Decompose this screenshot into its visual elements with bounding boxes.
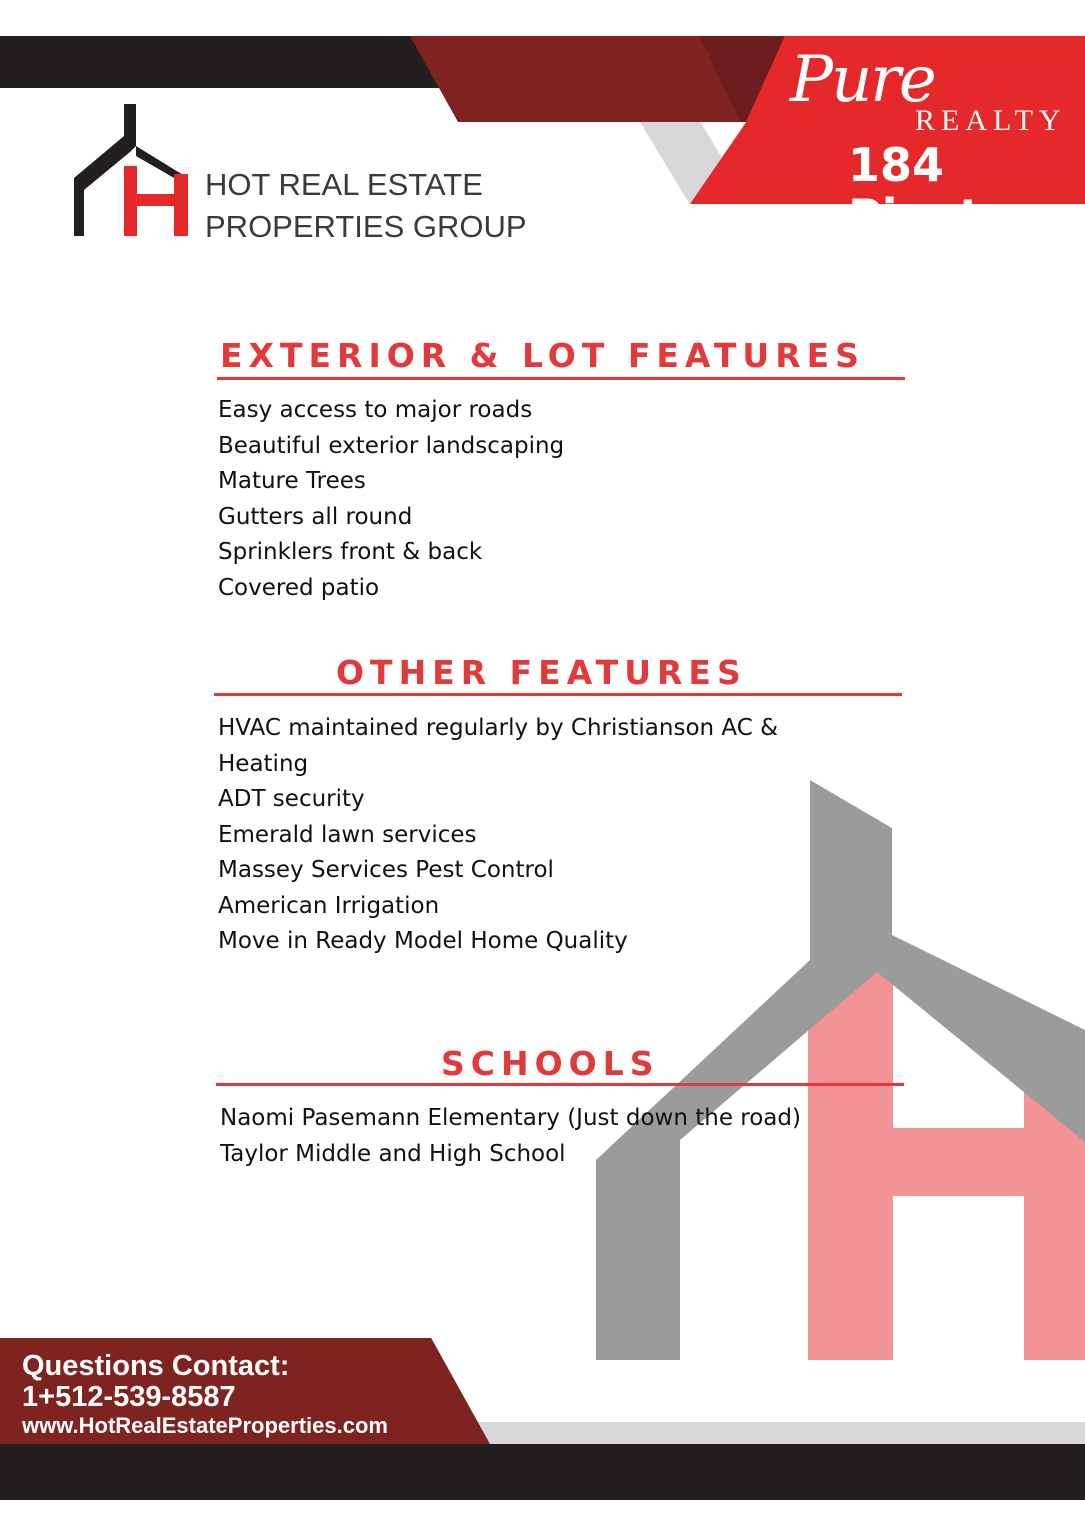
pure-realty-wordmark: REALTY bbox=[915, 104, 1067, 137]
list-item: Sprinklers front & back bbox=[218, 539, 483, 565]
brand-name bbox=[205, 164, 527, 248]
list-item: Gutters all round bbox=[218, 503, 413, 530]
list-item: Naomi Pasemann Elementary (Just down the road) bbox=[220, 1105, 801, 1131]
contact-block bbox=[22, 1350, 388, 1440]
exterior-features-divider bbox=[217, 377, 905, 380]
list-item: HVAC maintained regularly by Christianson AC & bbox=[218, 715, 779, 741]
list-item: Emerald lawn services bbox=[218, 821, 477, 848]
schools-list bbox=[220, 1101, 801, 1172]
schools-divider bbox=[216, 1083, 904, 1086]
other-features-divider bbox=[214, 693, 902, 696]
list-item: American Irrigation bbox=[218, 892, 440, 919]
brand-name-line-1: HOT REAL ESTATE bbox=[205, 167, 483, 202]
list-item: Heating bbox=[218, 750, 309, 777]
contact-phone-link[interactable]: 1+512-539-8587 bbox=[22, 1381, 236, 1413]
list-item: Beautiful exterior landscaping bbox=[218, 432, 565, 459]
schools-heading: SCHOOLS bbox=[441, 1044, 660, 1083]
exterior-features-heading: EXTERIOR & LOT FEATURES bbox=[220, 336, 865, 375]
property-address: 184 Pivot bbox=[848, 138, 982, 243]
list-item: Taylor Middle and High School bbox=[220, 1140, 566, 1167]
contact-website-link[interactable]: www.HotRealEstateProperties.com bbox=[22, 1413, 388, 1438]
brand-name-line-2: PROPERTIES GROUP bbox=[205, 209, 527, 244]
pure-realty-script-logo: Pure bbox=[790, 43, 935, 117]
list-item: ADT security bbox=[218, 786, 365, 812]
list-item: Easy access to major roads bbox=[218, 397, 533, 423]
list-item: Move in Ready Model Home Quality bbox=[218, 928, 628, 954]
other-features-list bbox=[218, 711, 778, 960]
house-h-logo-icon bbox=[74, 104, 188, 238]
footer-grey-stripe bbox=[460, 1422, 1085, 1446]
top-banner-dark-bar bbox=[0, 36, 470, 88]
exterior-features-list bbox=[218, 393, 564, 606]
list-item: Massey Services Pest Control bbox=[218, 857, 554, 883]
footer-dark-bar bbox=[0, 1444, 1085, 1500]
contact-title: Questions Contact: bbox=[22, 1350, 290, 1382]
other-features-heading: OTHER FEATURES bbox=[336, 653, 747, 692]
list-item: Mature Trees bbox=[218, 468, 366, 494]
list-item: Covered patio bbox=[218, 574, 380, 601]
